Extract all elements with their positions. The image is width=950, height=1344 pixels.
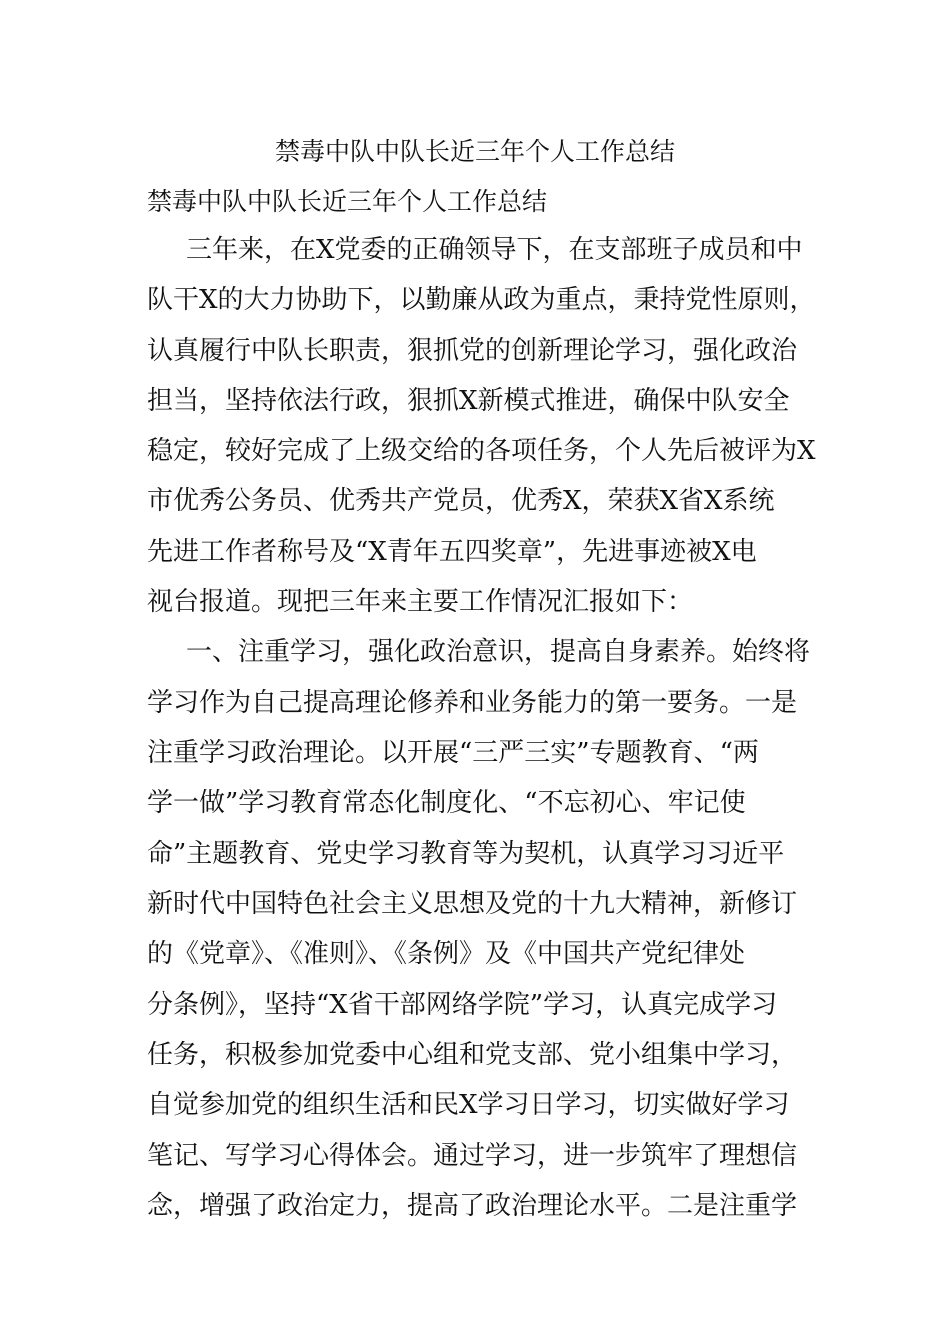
body-line: 认真履行中队长职责，狠抓党的创新理论学习，强化政治: [147, 336, 798, 366]
body-line: 笔记、写学习心得体会。通过学习，进一步筑牢了理想信: [147, 1141, 798, 1171]
body-line: 视台报道。现把三年来主要工作情况汇报如下：: [147, 587, 694, 617]
body-line: 分条例》，坚持“X省干部网络学院”学习，认真完成学习: [147, 990, 778, 1020]
body-line: 学一做”学习教育常态化制度化、“不忘初心、牢记使: [147, 788, 746, 818]
body-line: 新时代中国特色社会主义思想及党的十九大精神，新修订: [147, 889, 798, 919]
body-line: 队干X的大力协助下，以勤廉从政为重点，秉持党性原则，: [147, 285, 816, 315]
body-line: 的《党章》、《准则》、《条例》及《中国共产党纪律处: [147, 939, 746, 969]
body-line: 自觉参加党的组织生活和民X学习日学习，切实做好学习: [147, 1090, 790, 1120]
body-line: 三年来，在X党委的正确领导下，在支部班子成员和中: [186, 235, 803, 265]
body-line: 市优秀公务员、优秀共产党员，优秀X，荣获X省X系统: [147, 486, 775, 516]
body-line: 注重学习政治理论。以开展“三严三实”专题教育、“两: [147, 738, 759, 768]
body-line: 命”主题教育、党史学习教育等为契机，认真学习习近平: [147, 839, 785, 869]
document-title: 禁毒中队中队长近三年个人工作总结: [274, 137, 675, 166]
body-line: 稳定，较好完成了上级交给的各项任务，个人先后被评为X: [147, 436, 816, 466]
body-line: 一、注重学习，强化政治意识，提高自身素养。始终将: [186, 637, 811, 667]
body-line: 担当，坚持依法行政，狠抓X新模式推进，确保中队安全: [147, 386, 790, 416]
document-subtitle: 禁毒中队中队长近三年个人工作总结: [147, 187, 548, 216]
body-line: 学习作为自己提高理论修养和业务能力的第一要务。一是: [147, 688, 798, 718]
body-line: 先进工作者称号及“X青年五四奖章”，先进事迹被X电: [147, 537, 757, 567]
body-line: 念，增强了政治定力，提高了政治理论水平。二是注重学: [147, 1191, 798, 1221]
body-line: 任务，积极参加党委中心组和党支部、党小组集中学习，: [147, 1040, 798, 1070]
